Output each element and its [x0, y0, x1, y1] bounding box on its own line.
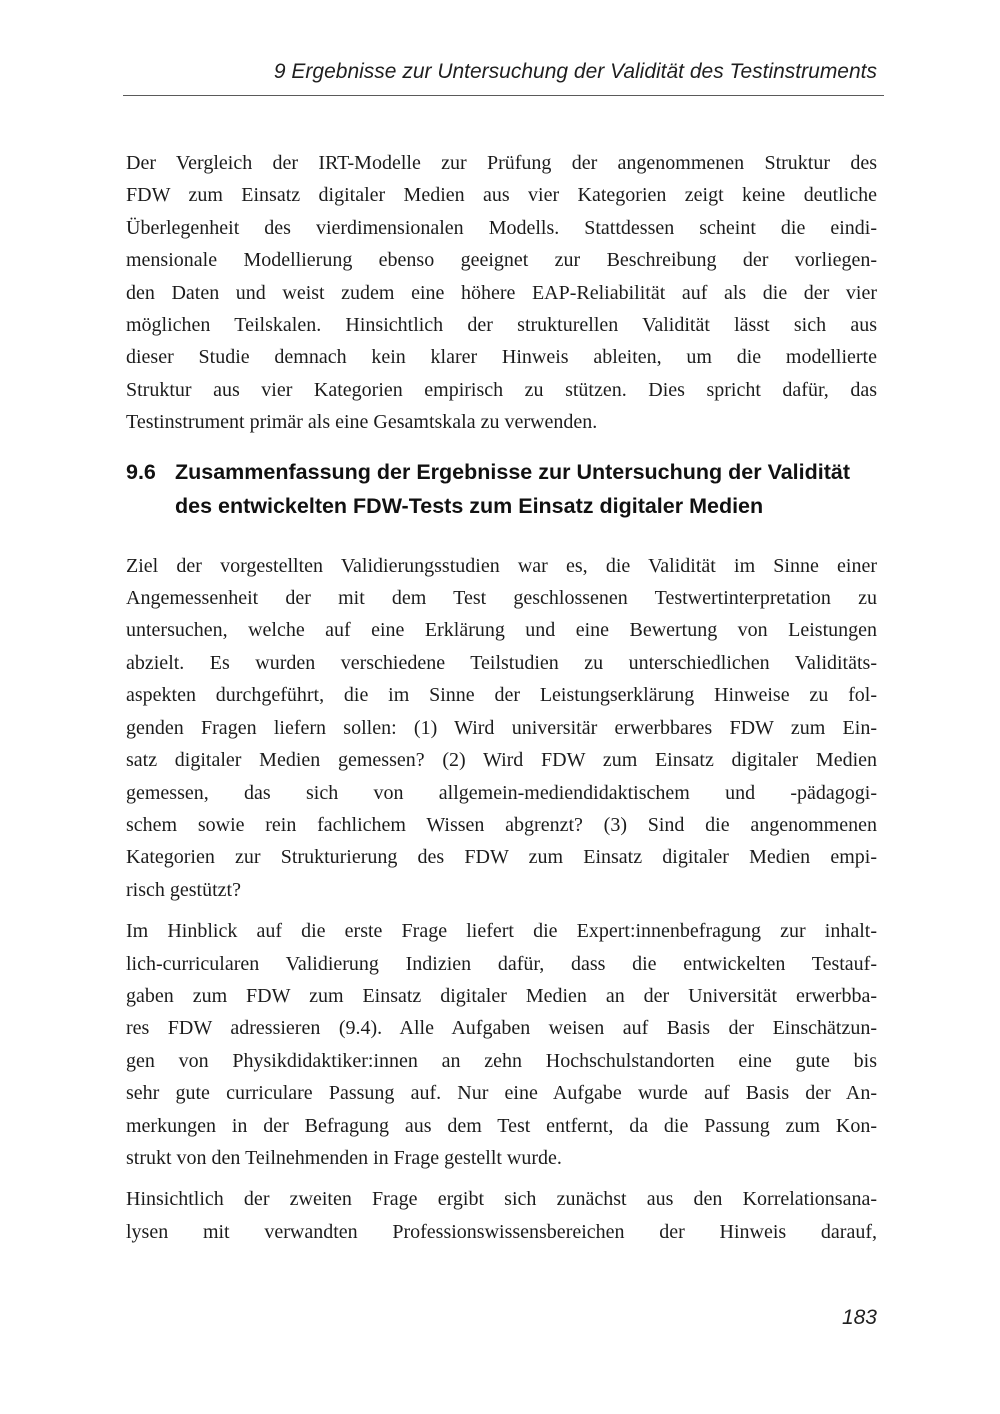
text-line: Überlegenheit des vierdimensionalen Modells. Stattdessen scheint die eindi- — [126, 216, 877, 239]
text-line: dieser Studie demnach kein klarer Hinweis ableiten, um die modellierte — [126, 346, 877, 369]
text-line: lich-curricularen Validierung Indizien dafür, dass die entwickelten Testauf- — [126, 952, 877, 975]
text-line: des entwickelten FDW-Tests zum Einsatz digitaler Medien — [175, 493, 764, 518]
paragraph — [126, 1183, 877, 1248]
text-line: Im Hinblick auf die erste Frage liefert die Expert:innenbefragung zur inhalt- — [126, 920, 877, 943]
text-line: FDW zum Einsatz digitaler Medien aus vier Kategorien zeigt keine deutliche — [126, 184, 877, 207]
header-rule — [123, 95, 884, 96]
text-line: Struktur aus vier Kategorien empirisch zu stützen. Dies spricht dafür, das — [126, 378, 877, 401]
running-header-text: 9 Ergebnisse zur Untersuchung der Validität des Testinstruments — [273, 60, 877, 83]
text-line: den Daten und weist zudem eine höhere EAP-Reliabilität auf als die der vier — [126, 281, 877, 304]
page-body — [126, 147, 877, 1257]
text-line: strukt von den Teilnehmenden in Frage gestellt wurde. — [126, 1146, 562, 1169]
text-line: gaben zum FDW zum Einsatz digitaler Medien an der Universität erwerbba- — [126, 984, 877, 1007]
text-line: untersuchen, welche auf eine Erklärung und eine Bewertung von Leistungen — [126, 619, 877, 642]
paragraph — [126, 915, 877, 1174]
text-line: Testinstrument primär als eine Gesamtskala zu verwenden. — [126, 411, 598, 434]
text-line: abzielt. Es wurden verschiedene Teilstudien zu unterschiedlichen Validitäts- — [126, 651, 877, 674]
text-line: risch gestützt? — [126, 878, 241, 901]
text-line: merkungen in der Befragung aus dem Test entfernt, da die Passung zum Kon- — [126, 1114, 877, 1137]
text-line: genden Fragen liefern sollen: (1) Wird universitär erwerbbares FDW zum Ein- — [126, 716, 877, 739]
section-number: 9.6 — [126, 459, 156, 484]
text-line: aspekten durchgeführt, die im Sinne der Leistungserklärung Hinweise zu fol- — [126, 684, 877, 707]
text-line: Hinsichtlich der zweiten Frage ergibt sich zunächst aus den Korrelationsana- — [126, 1188, 877, 1211]
text-line: schem sowie rein fachlichem Wissen abgrenzt? (3) Sind die angenommenen — [126, 813, 877, 836]
text-line: gemessen, das sich von allgemein-mediendidaktischem und -pädagogi- — [126, 781, 877, 804]
page-number: 183 — [841, 1306, 877, 1329]
text-line: sehr gute curriculare Passung auf. Nur eine Aufgabe wurde auf Basis der An- — [126, 1082, 877, 1105]
text-line: lysen mit verwandten Professionswissensbereichen der Hinweis darauf, — [126, 1220, 877, 1243]
text-line: Zusammenfassung der Ergebnisse zur Untersuchung der Validität — [175, 459, 851, 484]
text-line: gen von Physikdidaktiker:innen an zehn Hochschulstandorten eine gute bis — [126, 1049, 877, 1072]
text-line: Ziel der vorgestellten Validierungsstudien war es, die Validität im Sinne einer — [126, 554, 877, 577]
section-heading — [126, 455, 877, 523]
text-line: möglichen Teilskalen. Hinsichtlich der strukturellen Validität lässt sich aus — [126, 314, 877, 337]
section-title — [175, 455, 850, 523]
text-line: res FDW adressieren (9.4). Alle Aufgaben weisen auf Basis der Einschätzun- — [126, 1017, 877, 1040]
paragraph — [126, 550, 877, 906]
paragraph — [126, 147, 877, 439]
text-line: satz digitaler Medien gemessen? (2) Wird FDW zum Einsatz digitaler Medien — [126, 749, 877, 772]
text-line: Der Vergleich der IRT-Modelle zur Prüfung der angenommenen Struktur des — [126, 152, 877, 174]
text-line: Angemessenheit der mit dem Test geschlossenen Testwertinterpretation zu — [126, 587, 877, 610]
text-line: mensionale Modellierung ebenso geeignet zur Beschreibung der vorliegen- — [126, 249, 877, 272]
text-line: Kategorien zur Strukturierung des FDW zum Einsatz digitaler Medien empi- — [126, 846, 877, 869]
